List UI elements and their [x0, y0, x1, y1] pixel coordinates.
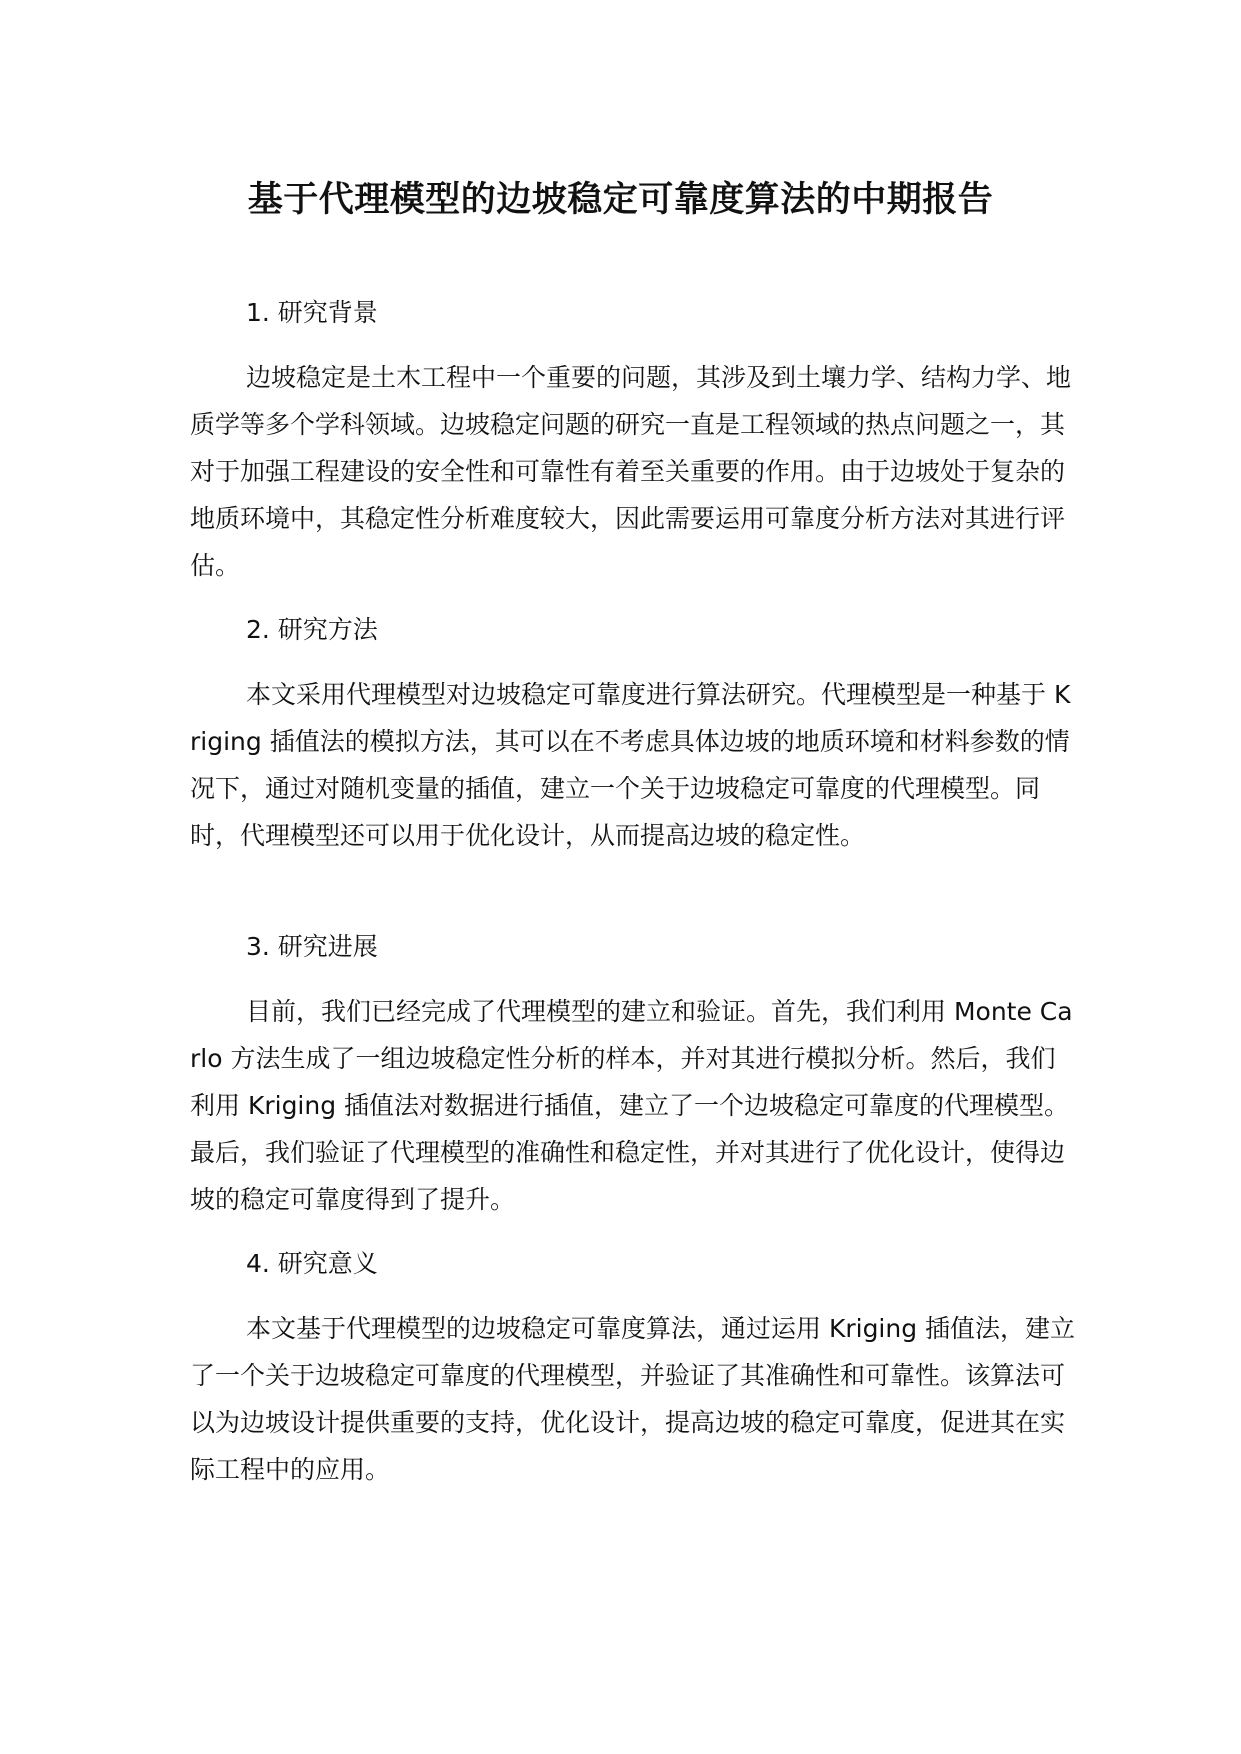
spacer: [190, 647, 1080, 671]
spacer: [190, 964, 1080, 988]
section-research-background: [190, 296, 1080, 589]
section-research-significance: [190, 1247, 1080, 1493]
section-research-method: [190, 613, 1080, 859]
document-title: 基于代理模型的边坡稳定可靠度算法的中期报告: [247, 180, 994, 220]
spacer: [190, 1281, 1080, 1305]
spacer: [190, 330, 1080, 354]
section-body: 本文采用代理模型对边坡稳定可靠度进行算法研究。代理模型是一种基于 Kriging 插值法的模拟方法，其可以在不考虑具体边坡的地质环境和材料参数的情况下，通过对随机变量的插值，建立一个关于边坡稳定可靠度的代理模型。同时，代理模型还可以用于优化设计，从而提高边坡的稳定性。: [190, 680, 1071, 850]
section-research-progress: [190, 930, 1080, 1223]
section-heading: 2. 研究方法: [246, 615, 378, 644]
section-heading: 3. 研究进展: [246, 932, 378, 961]
section-body: 边坡稳定是土木工程中一个重要的问题，其涉及到土壤力学、结构力学、地质学等多个学科领域。边坡稳定问题的研究一直是工程领域的热点问题之一，其对于加强工程建设的安全性和可靠性有着至关重要的作用。由于边坡处于复杂的地质环境中，其稳定性分析难度较大，因此需要运用可靠度分析方法对其进行评估。: [190, 363, 1072, 580]
section-heading: 1. 研究背景: [246, 298, 378, 327]
section-body: 本文基于代理模型的边坡稳定可靠度算法，通过运用 Kriging 插值法，建立了一个关于边坡稳定可靠度的代理模型，并验证了其准确性和可靠性。该算法可以为边坡设计提供重要的支持，优化设计，提高边坡的稳定可靠度，促进其在实际工程中的应用。: [190, 1314, 1076, 1484]
section-heading: 4. 研究意义: [246, 1249, 378, 1278]
section-body: 目前，我们已经完成了代理模型的建立和验证。首先，我们利用 Monte Carlo 方法生成了一组边坡稳定性分析的样本，并对其进行模拟分析。然后，我们利用 Kriging 插值法对数据进行插值，建立了一个边坡稳定可靠度的代理模型。最后，我们验证了代理模型的准确性和稳定性，并对其进行了优化设计，使得边坡的稳定可靠度得到了提升。: [190, 997, 1073, 1214]
